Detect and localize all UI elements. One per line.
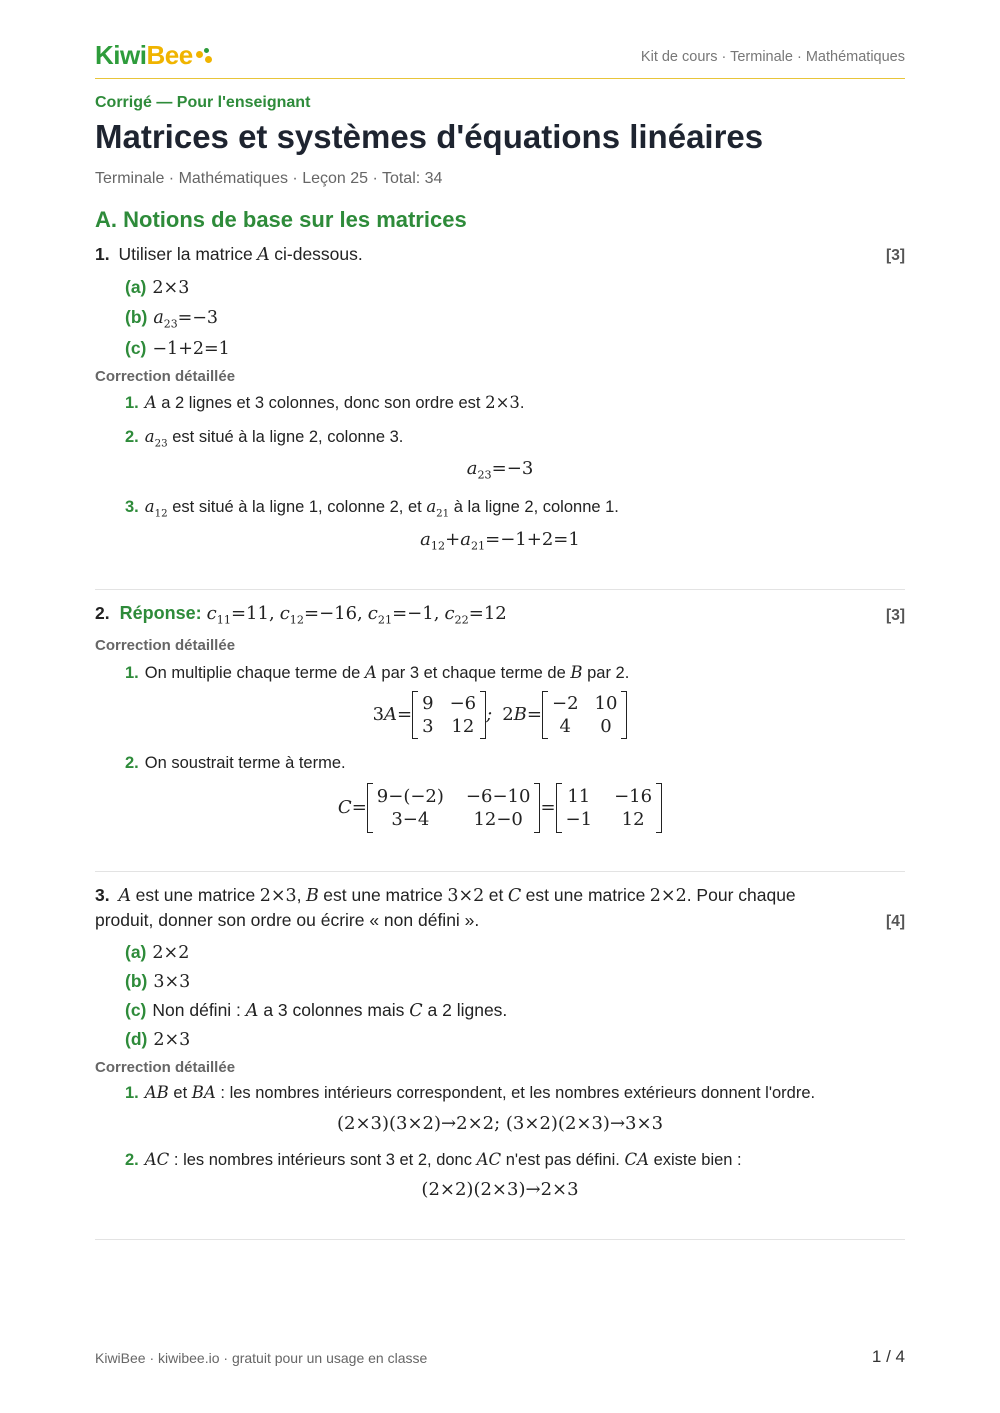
step-1: 1. AB et BA : les nombres intérieurs correspondent, et les nombres extérieurs donnent l'ordre.	[125, 1083, 816, 1102]
matrix-C: 11 −16 −1 12	[556, 783, 663, 833]
display-matrices: C= 9−(−2) −6−10 3−4 12−0 = 11 −16 −1 12	[95, 783, 905, 833]
section-heading: A. Notions de base sur les matrices	[95, 207, 467, 232]
question-1: 1. Utiliser la matrice A ci-dessous.	[95, 244, 363, 265]
divider	[95, 871, 905, 872]
bee-dots-icon	[196, 48, 214, 64]
part-b: (b) 3×3	[125, 971, 191, 992]
step-3: 3. $a_{12}$ est situé à la ligne 1, colonne 2, et $a_{21}$ à la ligne 2, colonne 1.	[125, 497, 619, 520]
part-c: (c) −1+2=1	[125, 338, 230, 359]
part-b: (b) $a_{23}=-3$	[125, 307, 219, 331]
question-2: 2. Réponse: $c_{11}=11$, $c_{12}=-16$, $c_{21}=-1$, $c_{22}=12$	[95, 603, 507, 627]
footer-text: KiwiBee · kiwibee.io · gratuit pour un usage en classe	[95, 1350, 428, 1366]
page-header	[95, 38, 905, 79]
correction-heading: Correction détaillée	[95, 637, 236, 654]
display-equation: $a_{23}=-3$	[466, 458, 534, 482]
correction-heading: Correction détaillée	[95, 368, 236, 385]
step-1: 1. A a 2 lignes et 3 colonnes, donc son ordre est 2×3.	[125, 393, 525, 412]
display-equation: $a_{12}+a_{21}=-1+2=1$	[420, 529, 580, 553]
page-title: Matrices et systèmes d'équations linéaires	[95, 118, 764, 155]
points-badge: [3]	[886, 247, 905, 264]
lesson-meta: Terminale · Mathématiques · Leçon 25 · Total: 34	[95, 170, 443, 187]
matrix-3A: 9 −6 3 12	[412, 691, 486, 739]
points-badge: [3]	[886, 607, 905, 624]
part-a: (a) 2×3	[125, 277, 190, 298]
question-3: 3. A est une matrice 2×3, B est une matrice 3×2 et C est une matrice 2×2. Pour chaque	[95, 885, 796, 906]
display-matrices: 3A= 9 −6 3 12 ; 2B= −2 10 4 0	[95, 691, 905, 739]
part-c: (c) Non défini : A a 3 colonnes mais C a 2 lignes.	[125, 1000, 508, 1021]
step-1: 1. On multiplie chaque terme de A par 3 et chaque terme de B par 2.	[125, 663, 630, 682]
part-d: (d) 2×3	[125, 1029, 191, 1050]
logo: KiwiBee	[95, 40, 214, 71]
divider	[95, 589, 905, 590]
question-3-line2: produit, donner son ordre ou écrire « non défini ».	[95, 910, 480, 930]
step-2: 2. On soustrait terme à terme.	[125, 754, 346, 772]
part-a: (a) 2×2	[125, 942, 190, 963]
breadcrumb: Kit de cours · Terminale · Mathématiques	[640, 49, 905, 65]
correction-heading: Correction détaillée	[95, 1059, 236, 1076]
divider	[95, 1239, 905, 1240]
matrix-difference: 9−(−2) −6−10 3−4 12−0	[367, 783, 541, 833]
display-equation: (2×2)(2×3)→2×3	[421, 1179, 579, 1200]
step-2: 2. AC : les nombres intérieurs sont 3 et 2, donc AC n'est pas défini. CA existe bien :	[125, 1150, 742, 1169]
points-badge: [4]	[886, 913, 905, 930]
matrix-2B: −2 10 4 0	[542, 691, 627, 739]
display-equation: (2×3)(3×2)→2×2; (3×2)(2×3)→3×3	[336, 1113, 664, 1134]
page-number: 1 / 4	[871, 1347, 905, 1366]
kicker-label: Corrigé — Pour l'enseignant	[95, 94, 311, 111]
step-2: 2. $a_{23}$ est situé à la ligne 2, colonne 3.	[125, 427, 404, 450]
